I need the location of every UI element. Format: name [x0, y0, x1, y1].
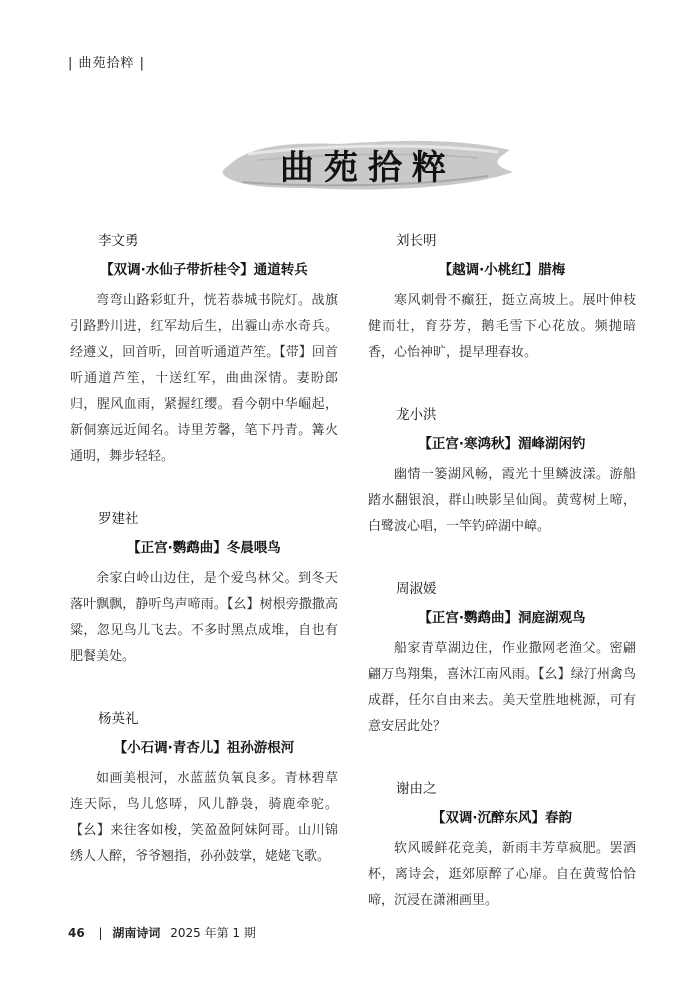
page-title: 曲苑拾粹: [280, 148, 456, 188]
poem-body: 如画美根河，水蓝蓝负氧良多。青林碧草连天际，鸟儿悠哢，风儿静袅，骑鹿牵驼。【幺】来往客如梭，笑盈盈阿妹阿哥。山川锦绣人人醉，爷爷翘指，孙孙鼓掌，姥姥飞歌。: [70, 771, 338, 864]
poem-block: [368, 780, 636, 914]
title-banner: [218, 128, 518, 202]
magazine-name: 湖南诗词: [112, 926, 161, 940]
poem-author: 罗建社: [98, 511, 139, 527]
poem-title: 【正宫·鹦鹉曲】冬晨喂鸟: [127, 540, 281, 556]
poem-body: 寒风刺骨不癫狂，挺立高坡上。展叶伸枝健而壮，育芬芳，鹅毛雪下心花放。频抛暗香，心怡神旷，提早理春妆。: [368, 293, 636, 360]
page-number: 46: [68, 926, 85, 940]
poem-block: [70, 232, 338, 470]
poem-block: [70, 510, 338, 670]
left-column: [70, 232, 338, 910]
poem-title: 【越调·小桃红】腊梅: [438, 262, 566, 278]
right-column: [368, 232, 636, 954]
section-tag: | 曲苑拾粹 |: [68, 56, 146, 71]
poem-author: 周淑媛: [396, 581, 437, 597]
issue-label: 2025 年第 1 期: [170, 926, 256, 940]
poem-block: [368, 232, 636, 366]
footer-separator: |: [98, 926, 103, 940]
poem-body: 幽情一篓湖风畅，霞光十里鳞波漾。游船踏水翻银浪，群山映影呈仙阆。黄莺树上啼，白鹭波心唱，一竿钓碎湖中嶂。: [368, 467, 636, 534]
poem-body: 船家青草湖边住，作业撒网老渔父。密翩翩万鸟翔集，喜沐江南风雨。【幺】绿汀州禽鸟成群，任尔自由来去。美天堂胜地桃源，可有意安居此处？: [368, 641, 636, 734]
poem-author: 谢由之: [396, 781, 437, 797]
poem-title: 【正宫·鹦鹉曲】洞庭湖观鸟: [418, 610, 586, 626]
poem-author: 刘长明: [396, 233, 437, 249]
poem-body: 余家白岭山边住，是个爱鸟林父。到冬天落叶飘飘，静听鸟声啼雨。【幺】树根旁撒撒高粱，忽见鸟儿飞去。不多时黑点成堆，自也有肥餐美处。: [70, 571, 338, 664]
poem-block: [70, 710, 338, 870]
poem-title: 【正宫·寒鸿秋】湄峰湖闲钓: [418, 436, 586, 452]
poem-body: 弯弯山路彩虹升，恍若恭城书院灯。战旗引路黔川进，红军劫后生，出霾山赤水奇兵。经遵义，回首听，回首听通道芦笙。【带】回首听通道芦笙，十送红军，曲曲深情。妻盼郎归，腥风血雨，紧握红缨。看今朝中华崛起，新侗寨远近闻名。诗里芳馨，笔下丹青。篝火通明，舞步轻轻。: [70, 293, 338, 464]
poem-title: 【小石调·青杏儿】祖孙游根河: [113, 740, 295, 756]
poem-author: 杨英礼: [98, 711, 139, 727]
poem-block: [368, 406, 636, 540]
poem-author: 李文勇: [98, 233, 139, 249]
poem-block: [368, 580, 636, 740]
poem-body: 软风暖鲜花竞美，新雨丰芳草疯肥。罢酒杯，离诗会，逛郊原醉了心扉。自在黄莺恰恰啼，沉浸在潇湘画里。: [368, 841, 636, 908]
poem-author: 龙小洪: [396, 407, 437, 423]
poem-title: 【双调·水仙子带折桂令】通道转兵: [100, 262, 308, 278]
poem-title: 【双调·沉醉东风】春韵: [431, 810, 573, 826]
page-footer: [68, 924, 256, 941]
